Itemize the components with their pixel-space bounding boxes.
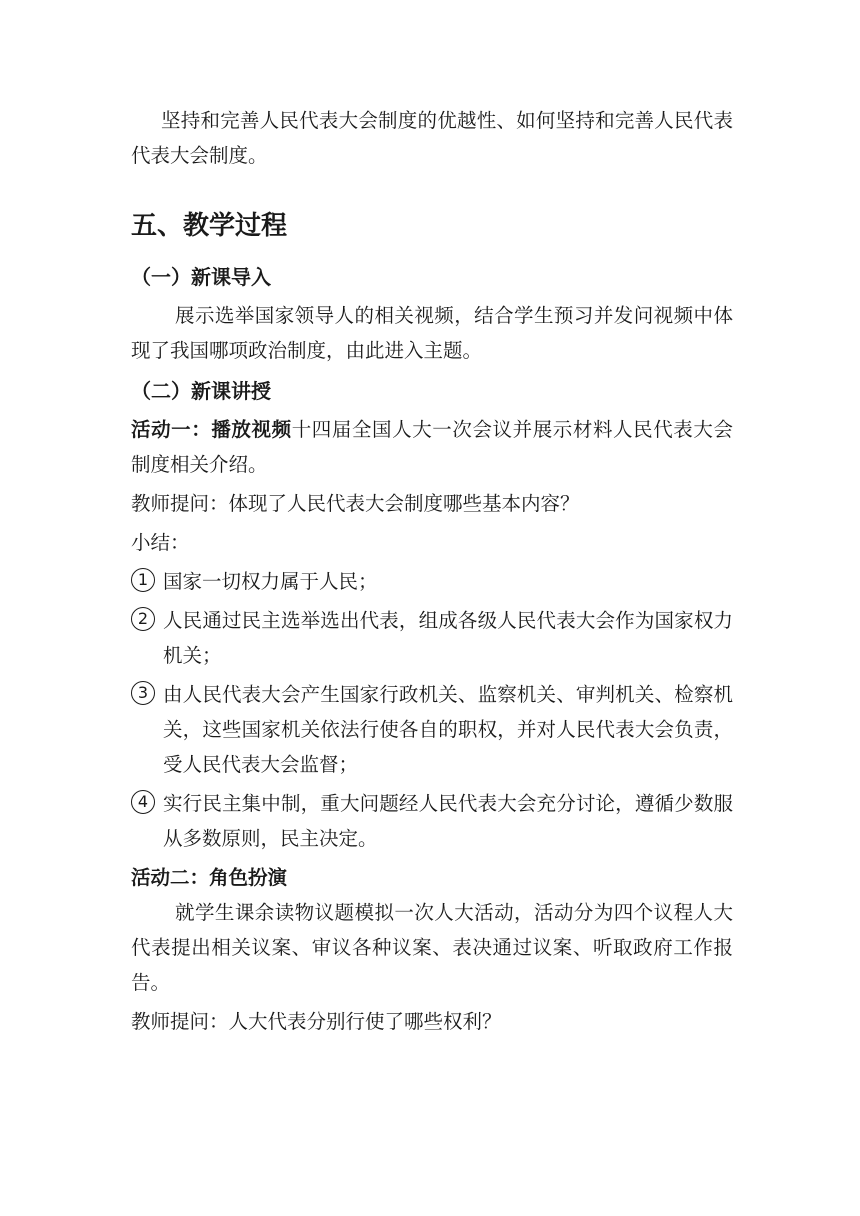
summary-list [131, 564, 733, 856]
circled-number-4: 4 [131, 790, 155, 814]
summary-item-1 [131, 564, 733, 599]
summary-item-text: 由人民代表大会产生国家行政机关、监察机关、审判机关、检察机关，这些国家机关依法行使各自的职权，并对人民代表大会负责，受人民代表大会监督； [163, 683, 733, 776]
summary-item-4 [131, 786, 733, 856]
new-lesson-intro-paragraph: 展示选举国家领导人的相关视频，结合学生预习并发问视频中体现了我国哪项政治制度，由此进入主题。 [131, 304, 733, 362]
summary-item-3 [131, 677, 733, 782]
activity-one-paragraph [131, 412, 733, 482]
subsection-heading-new-lesson-teaching: （二）新课讲授 [131, 379, 271, 403]
circled-number-1: 1 [131, 568, 155, 592]
summary-item-text: 国家一切权力属于人民； [163, 570, 378, 593]
summary-label: 小结： [131, 531, 190, 554]
summary-item-2 [131, 603, 733, 673]
summary-item-text: 实行民主集中制，重大问题经人民代表大会充分讨论，遵循少数服从多数原则，民主决定。 [163, 792, 733, 850]
summary-item-text: 人民通过民主选举选出代表，组成各级人民代表大会作为国家权力机关； [163, 609, 733, 667]
activity-two-paragraph: 就学生课余读物议题模拟一次人大活动，活动分为四个议程人大代表提出相关议案、审议各种议案、表决通过议案、听取政府工作报告。 [131, 901, 733, 994]
activity-one-label: 活动一：播放视频 [131, 418, 292, 441]
activity-one-text: 十四届全国人大一次会议并展示材料人民代表大会制度相关介绍。 [131, 418, 733, 476]
circled-number-2: 2 [131, 607, 155, 631]
teacher-question-one: 教师提问：体现了人民代表大会制度哪些基本内容？ [131, 492, 580, 515]
section-title: 五、教学过程 [131, 211, 288, 241]
subsection-heading-new-lesson-intro: （一）新课导入 [131, 265, 271, 289]
intro-paragraph: 坚持和完善人民代表大会制度的优越性、如何坚持和完善人民代表代表大会制度。 [131, 109, 733, 167]
teacher-question-two: 教师提问：人大代表分别行使了哪些权利？ [131, 1010, 502, 1033]
circled-number-3: 3 [131, 681, 155, 705]
activity-two-label: 活动二：角色扮演 [131, 866, 288, 889]
document-body [131, 103, 733, 1039]
